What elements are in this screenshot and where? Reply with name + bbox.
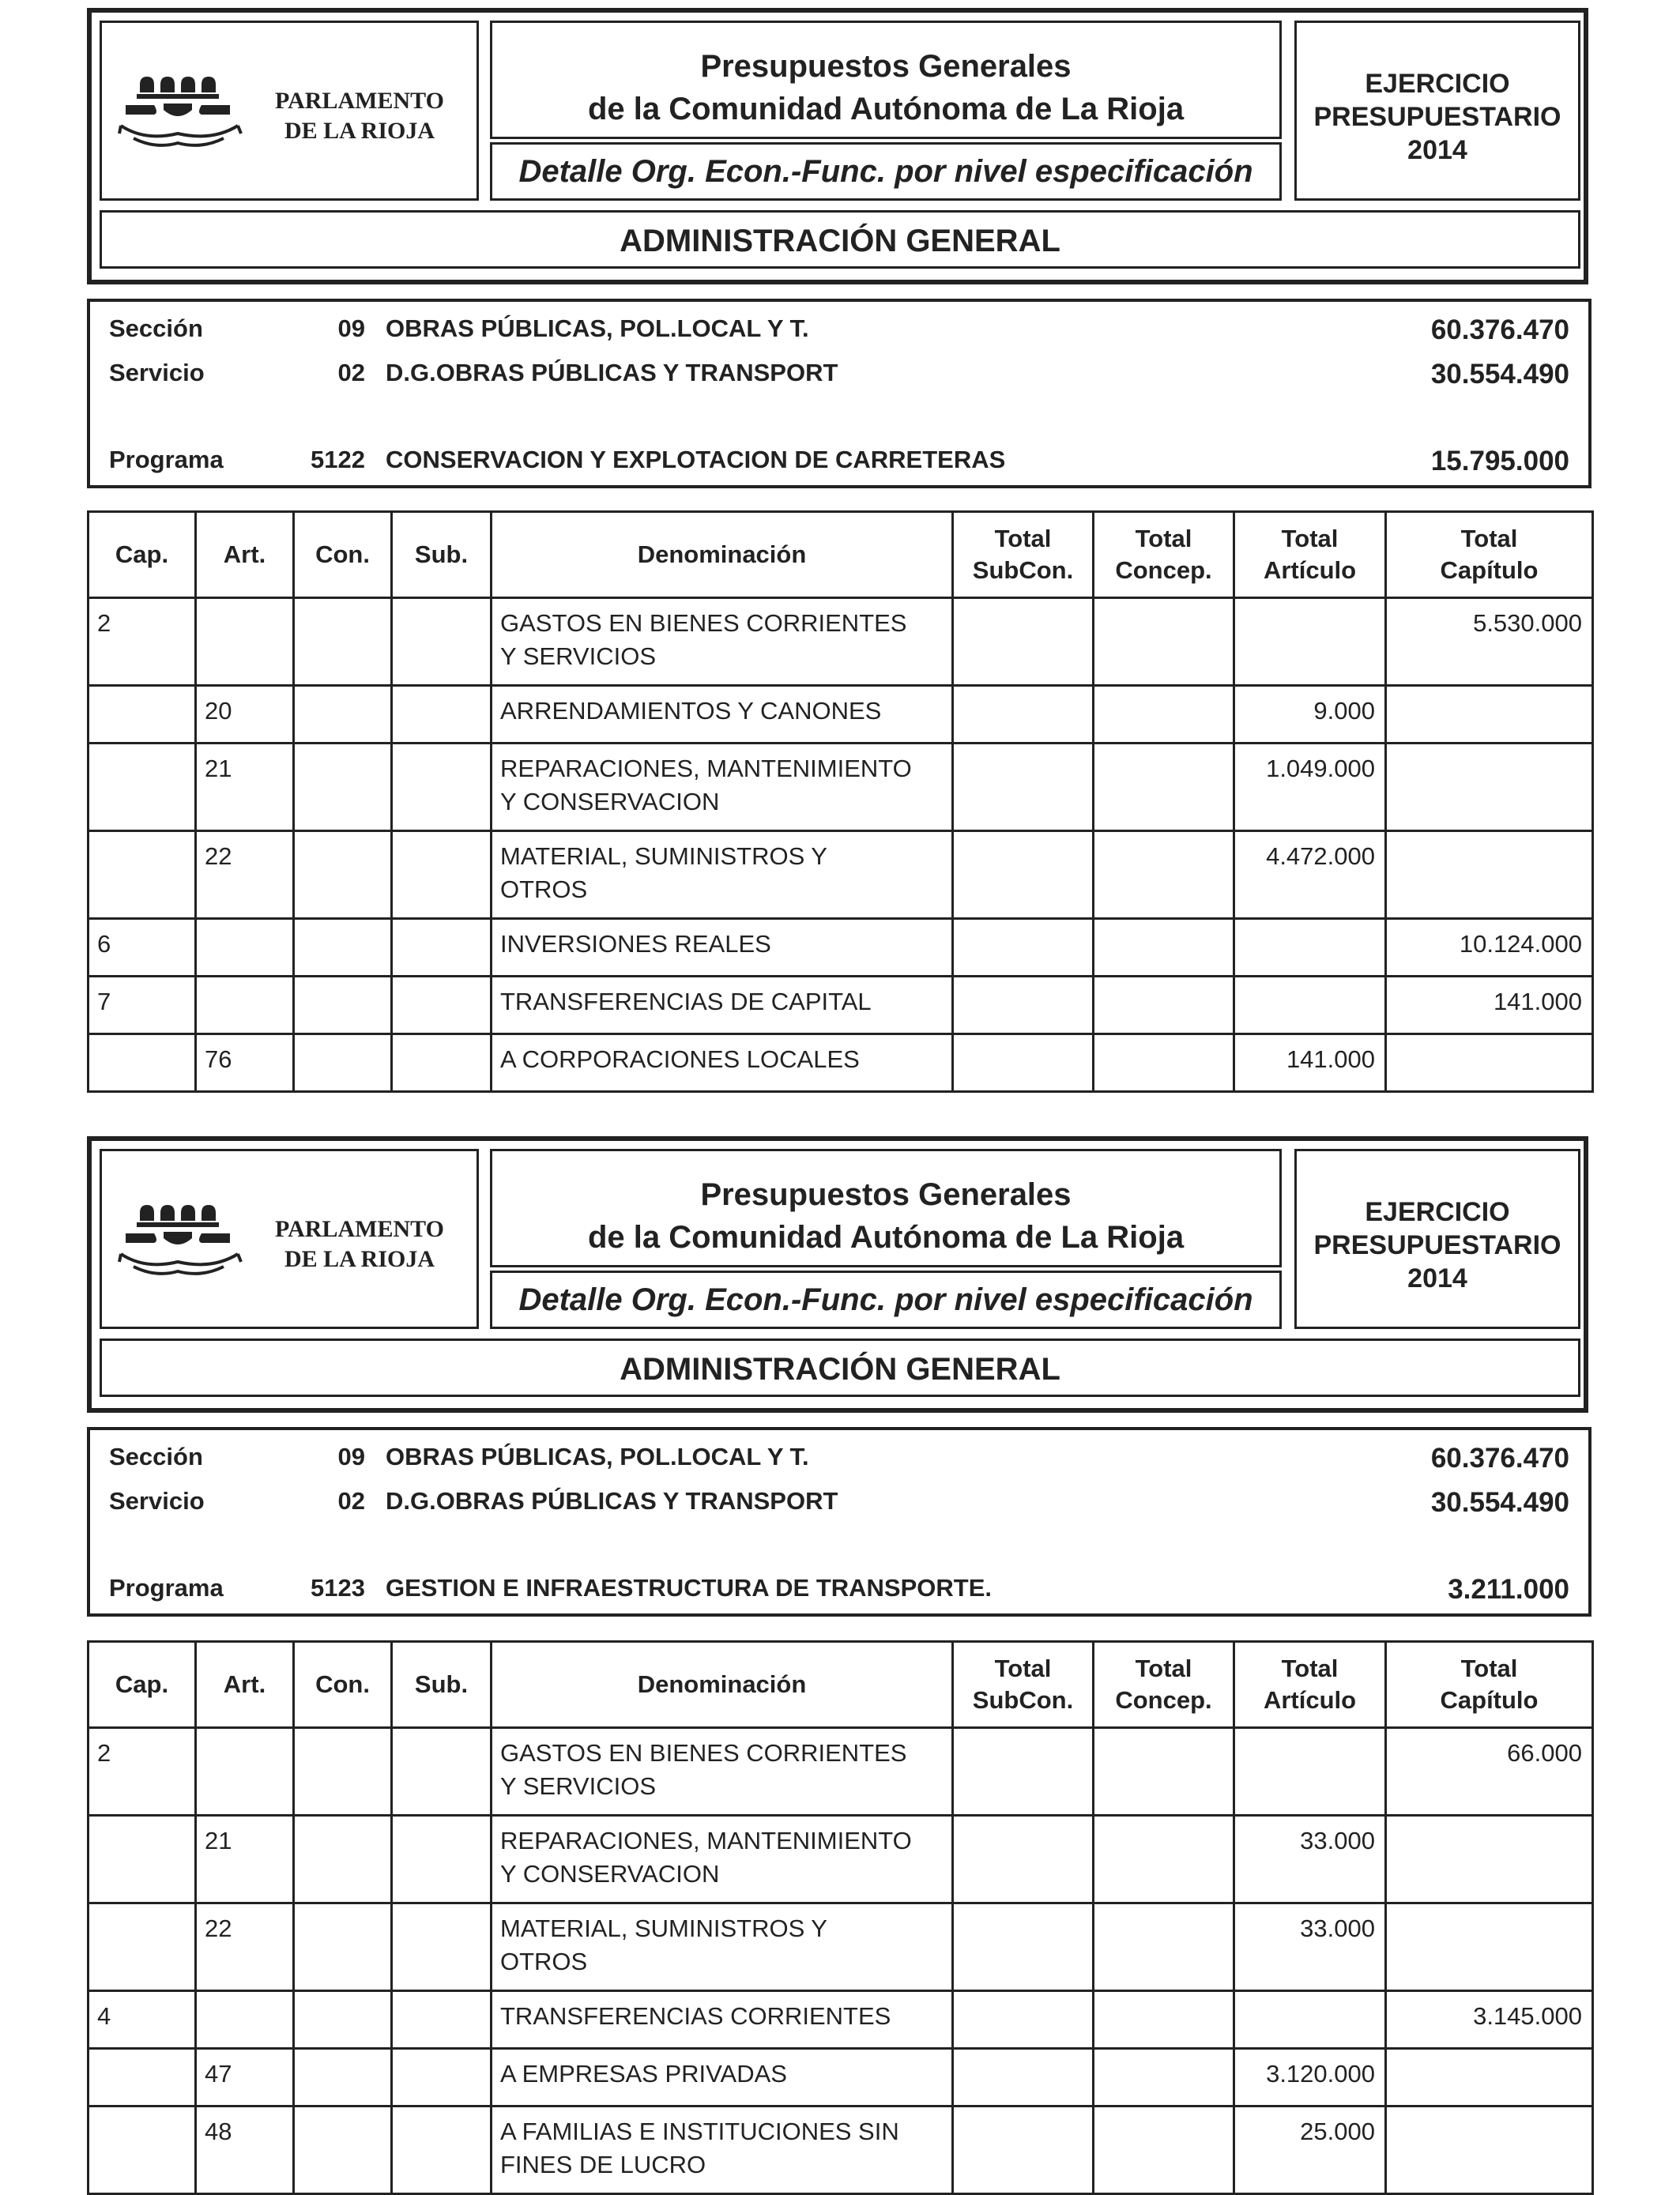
seccion-row [90,1443,1588,1474]
total-subcon-cell [953,598,1094,686]
cap-cell [89,1903,196,1991]
programa-code: 5123 [311,1574,365,1602]
total-subcon-cell [953,2049,1094,2107]
table-row [89,1816,1593,1903]
report-title-line2: de la Comunidad Autónoma de La Rioja [587,1220,1185,1255]
seccion-row [90,314,1588,346]
programa-row [90,1574,1588,1606]
col-header-con: Con. [294,1642,392,1728]
total-capitulo-cell [1386,1903,1593,1991]
fiscal-year-value: 2014 [1407,135,1467,165]
parliament-emblem-icon [118,1191,260,1286]
total-subcon-cell [953,686,1094,744]
denominacion-cell: INVERSIONES REALES [492,919,953,977]
table-row [89,831,1593,919]
total-concep-cell [1094,744,1234,831]
denominacion-cell: ARRENDAMIENTOS Y CANONES [492,686,953,744]
table-row [89,1991,1593,2049]
parliament-logo-box [100,21,479,201]
art-cell: 47 [196,2049,294,2107]
budget-detail-table [87,510,1594,1093]
parliament-emblem-icon [118,62,260,157]
servicio-name: D.G.OBRAS PÚBLICAS Y TRANSPORT [386,359,838,386]
con-cell [294,1728,392,1816]
fiscal-year-value: 2014 [1407,1263,1467,1293]
report-header [87,1136,1588,1413]
art-cell [196,919,294,977]
table-row [89,919,1593,977]
sub-cell [392,686,492,744]
art-cell: 21 [196,744,294,831]
programa-amount: 15.795.000 [1430,446,1569,476]
cap-cell: 6 [89,919,196,977]
servicio-label: Servicio [109,359,205,386]
total-capitulo-cell [1386,1034,1593,1092]
total-articulo-cell: 25.000 [1234,2107,1386,2194]
cap-cell [89,2049,196,2107]
programa-label: Programa [109,446,224,473]
col-header-con: Con. [294,512,392,598]
fiscal-year-box [1294,21,1580,201]
total-subcon-cell [953,1991,1094,2049]
total-subcon-cell [953,1903,1094,1991]
administration-title: ADMINISTRACIÓN GENERAL [100,210,1580,269]
report-subtitle: Detalle Org. Econ.-Func. por nivel especificación [490,142,1282,201]
denominacion-cell: A FAMILIAS E INSTITUCIONES SIN FINES DE LUCRO [492,2107,953,2194]
seccion-code: 09 [337,314,365,342]
col-header-total-concep: Total Concep. [1094,512,1234,598]
total-articulo-cell [1234,977,1386,1034]
section-summary [87,299,1591,488]
denominacion-cell: MATERIAL, SUMINISTROS Y OTROS [492,1903,953,1991]
total-capitulo-cell [1386,744,1593,831]
seccion-label: Sección [109,314,203,342]
total-subcon-cell [953,1034,1094,1092]
total-articulo-cell [1234,598,1386,686]
con-cell [294,1034,392,1092]
total-concep-cell [1094,2049,1234,2107]
col-header-art: Art. [196,512,294,598]
administration-title: ADMINISTRACIÓN GENERAL [100,1338,1580,1397]
art-cell: 22 [196,831,294,919]
total-articulo-cell: 4.472.000 [1234,831,1386,919]
report-title-line1: Presupuestos Generales [700,1177,1072,1212]
col-header-total-articulo: Total Artículo [1234,512,1386,598]
budget-detail-table [87,1640,1594,2195]
seccion-amount: 60.376.470 [1430,314,1569,345]
total-subcon-cell [953,1728,1094,1816]
art-cell: 48 [196,2107,294,2194]
total-capitulo-cell: 10.124.000 [1386,919,1593,977]
total-concep-cell [1094,2107,1234,2194]
col-header-total-capitulo: Total Capítulo [1386,512,1593,598]
servicio-amount: 30.554.490 [1430,359,1569,390]
total-concep-cell [1094,1991,1234,2049]
sub-cell [392,831,492,919]
cap-cell: 7 [89,977,196,1034]
col-header-art: Art. [196,1642,294,1728]
servicio-name: D.G.OBRAS PÚBLICAS Y TRANSPORT [386,1487,838,1515]
servicio-amount: 30.554.490 [1430,1487,1569,1518]
table-row [89,1034,1593,1092]
cap-cell [89,686,196,744]
report-title [490,21,1282,139]
art-cell [196,977,294,1034]
total-concep-cell [1094,1728,1234,1816]
report-title-line2: de la Comunidad Autónoma de La Rioja [587,92,1185,126]
servicio-row [90,1487,1588,1519]
seccion-name: OBRAS PÚBLICAS, POL.LOCAL Y T. [386,314,809,342]
total-subcon-cell [953,1816,1094,1903]
con-cell [294,2049,392,2107]
programa-name: CONSERVACION Y EXPLOTACION DE CARRETERAS [386,446,1006,473]
col-header-denominacion: Denominación [492,512,953,598]
art-cell [196,1728,294,1816]
col-header-total-subcon: Total SubCon. [953,1642,1094,1728]
parliament-name [257,1214,462,1274]
total-concep-cell [1094,1903,1234,1991]
total-subcon-cell [953,977,1094,1034]
con-cell [294,1903,392,1991]
denominacion-cell: GASTOS EN BIENES CORRIENTES Y SERVICIOS [492,598,953,686]
total-concep-cell [1094,977,1234,1034]
art-cell: 21 [196,1816,294,1903]
total-articulo-cell: 33.000 [1234,1903,1386,1991]
table-header-row [89,1642,1593,1728]
cap-cell [89,744,196,831]
sub-cell [392,1728,492,1816]
con-cell [294,2107,392,2194]
total-articulo-cell: 1.049.000 [1234,744,1386,831]
col-header-total-concep: Total Concep. [1094,1642,1234,1728]
art-cell [196,1991,294,2049]
servicio-label: Servicio [109,1487,205,1515]
programa-row [90,446,1588,477]
table-row [89,2107,1593,2194]
denominacion-cell: GASTOS EN BIENES CORRIENTES Y SERVICIOS [492,1728,953,1816]
cap-cell [89,831,196,919]
servicio-row [90,359,1588,390]
col-header-denominacion: Denominación [492,1642,953,1728]
fiscal-year-box [1294,1149,1580,1329]
sub-cell [392,919,492,977]
con-cell [294,744,392,831]
report-title-line1: Presupuestos Generales [700,49,1072,84]
total-subcon-cell [953,744,1094,831]
denominacion-cell: TRANSFERENCIAS DE CAPITAL [492,977,953,1034]
total-subcon-cell [953,831,1094,919]
sub-cell [392,977,492,1034]
con-cell [294,1991,392,2049]
fiscal-year-line1: EJERCICIO [1365,1197,1510,1227]
sub-cell [392,1991,492,2049]
total-concep-cell [1094,1034,1234,1092]
cap-cell [89,2107,196,2194]
total-capitulo-cell: 5.530.000 [1386,598,1593,686]
parliament-logo-box [100,1149,479,1329]
denominacion-cell: REPARACIONES, MANTENIMIENTO Y CONSERVACION [492,1816,953,1903]
total-articulo-cell [1234,919,1386,977]
fiscal-year-line2: PRESUPUESTARIO [1313,1230,1561,1260]
cap-cell [89,1034,196,1092]
denominacion-cell: A EMPRESAS PRIVADAS [492,2049,953,2107]
section-summary [87,1427,1591,1617]
total-capitulo-cell [1386,2049,1593,2107]
denominacion-cell: MATERIAL, SUMINISTROS Y OTROS [492,831,953,919]
programa-amount: 3.211.000 [1448,1574,1569,1605]
parliament-name-line2: DE LA RIOJA [284,1246,435,1272]
report-header [87,8,1588,284]
cap-cell: 2 [89,598,196,686]
total-capitulo-cell [1386,1816,1593,1903]
parliament-name-line1: PARLAMENTO [275,88,444,114]
table-row [89,686,1593,744]
art-cell [196,598,294,686]
total-capitulo-cell: 141.000 [1386,977,1593,1034]
con-cell [294,598,392,686]
total-articulo-cell: 9.000 [1234,686,1386,744]
table-row [89,2049,1593,2107]
seccion-name: OBRAS PÚBLICAS, POL.LOCAL Y T. [386,1443,809,1470]
sub-cell [392,744,492,831]
col-header-total-subcon: Total SubCon. [953,512,1094,598]
programa-name: GESTION E INFRAESTRUCTURA DE TRANSPORTE. [386,1574,992,1602]
total-capitulo-cell: 3.145.000 [1386,1991,1593,2049]
table-row [89,1903,1593,1991]
art-cell: 20 [196,686,294,744]
parliament-name-line2: DE LA RIOJA [284,118,435,144]
con-cell [294,831,392,919]
sub-cell [392,2049,492,2107]
parliament-name [257,86,462,146]
col-header-sub: Sub. [392,1642,492,1728]
col-header-cap: Cap. [89,1642,196,1728]
total-concep-cell [1094,831,1234,919]
total-concep-cell [1094,919,1234,977]
report-title [490,1149,1282,1267]
con-cell [294,977,392,1034]
total-concep-cell [1094,1816,1234,1903]
total-articulo-cell: 3.120.000 [1234,2049,1386,2107]
total-articulo-cell: 33.000 [1234,1816,1386,1903]
seccion-amount: 60.376.470 [1430,1443,1569,1474]
sub-cell [392,598,492,686]
denominacion-cell: A CORPORACIONES LOCALES [492,1034,953,1092]
col-header-cap: Cap. [89,512,196,598]
seccion-code: 09 [337,1443,365,1470]
table-row [89,1728,1593,1816]
denominacion-cell: TRANSFERENCIAS CORRIENTES [492,1991,953,2049]
total-capitulo-cell [1386,2107,1593,2194]
sub-cell [392,1903,492,1991]
total-capitulo-cell [1386,831,1593,919]
cap-cell: 4 [89,1991,196,2049]
total-capitulo-cell [1386,686,1593,744]
art-cell: 76 [196,1034,294,1092]
denominacion-cell: REPARACIONES, MANTENIMIENTO Y CONSERVACION [492,744,953,831]
total-articulo-cell: 141.000 [1234,1034,1386,1092]
total-concep-cell [1094,686,1234,744]
table-row [89,598,1593,686]
sub-cell [392,2107,492,2194]
sub-cell [392,1034,492,1092]
table-header-row [89,512,1593,598]
table-row [89,977,1593,1034]
sub-cell [392,1816,492,1903]
cap-cell [89,1816,196,1903]
con-cell [294,919,392,977]
art-cell: 22 [196,1903,294,1991]
report-subtitle: Detalle Org. Econ.-Func. por nivel especificación [490,1271,1282,1329]
fiscal-year-line1: EJERCICIO [1365,69,1510,99]
con-cell [294,686,392,744]
col-header-total-capitulo: Total Capítulo [1386,1642,1593,1728]
con-cell [294,1816,392,1903]
table-row [89,744,1593,831]
total-concep-cell [1094,598,1234,686]
parliament-name-line1: PARLAMENTO [275,1216,444,1242]
total-capitulo-cell: 66.000 [1386,1728,1593,1816]
programa-label: Programa [109,1574,224,1602]
fiscal-year-line2: PRESUPUESTARIO [1313,102,1561,132]
servicio-code: 02 [337,359,365,386]
total-subcon-cell [953,2107,1094,2194]
col-header-sub: Sub. [392,512,492,598]
total-articulo-cell [1234,1991,1386,2049]
servicio-code: 02 [337,1487,365,1515]
seccion-label: Sección [109,1443,203,1470]
total-subcon-cell [953,919,1094,977]
col-header-total-articulo: Total Artículo [1234,1642,1386,1728]
total-articulo-cell [1234,1728,1386,1816]
cap-cell: 2 [89,1728,196,1816]
programa-code: 5122 [311,446,365,473]
